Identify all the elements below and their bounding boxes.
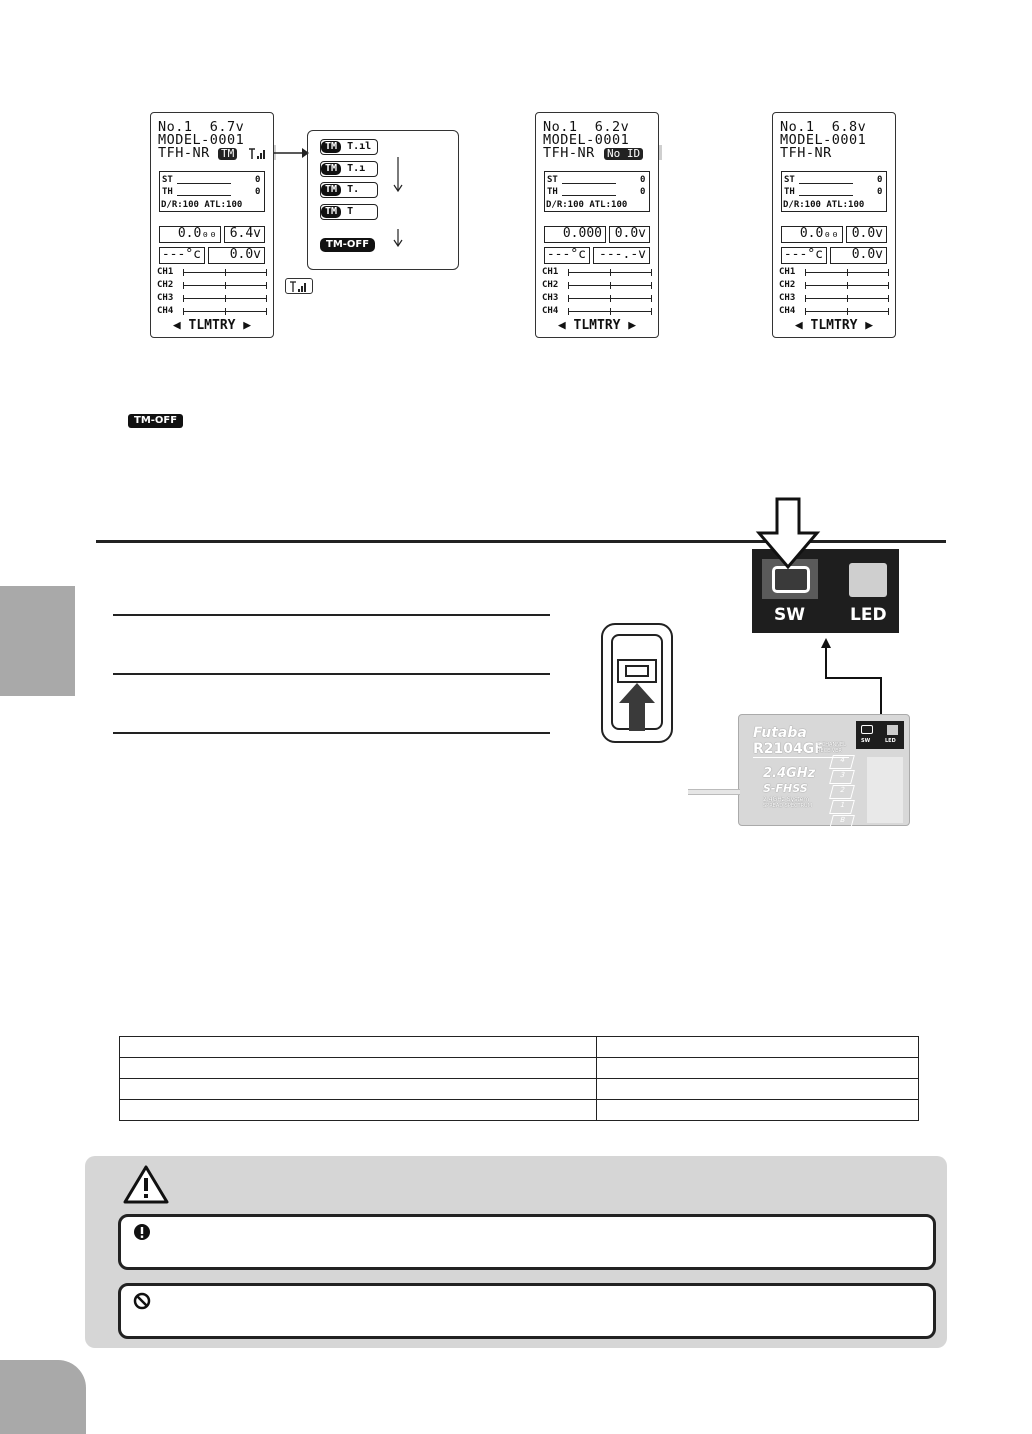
st-value: 0 [877,175,883,185]
receiver-illustration [738,714,910,826]
lcd-footer: ◀ TLMTRY ▶ [172,318,252,333]
th-value: 0 [877,187,883,197]
value-box-1: 0.000 [544,226,606,243]
caution-panel [85,1156,947,1348]
led-label: LED [850,605,887,625]
ch1-label: CH1 [542,267,559,277]
caution-box-mandatory [118,1214,936,1270]
th-trim-bar [562,195,616,196]
lcd-screen-1 [150,112,274,338]
section-tab [0,586,75,696]
ch2-bar [183,285,267,286]
caution-box-prohibited [118,1283,936,1339]
tm-chip: TM [321,141,341,153]
value-box-2: 0.0v [609,226,650,243]
footer-label: TLMTRY [810,318,858,333]
ch3-bar [568,298,652,299]
lcd-line-3: TFH-NR [543,145,595,161]
value-box-3: ---°c [159,247,205,264]
port-4: 4 [829,755,855,769]
lcd-line-1: No.1 6.8v [780,119,867,135]
th-trim-bar [799,195,853,196]
st-trim-bar [177,183,231,184]
lcd-line-3: TFH-NR [780,145,832,161]
legend-tm-off [128,408,183,428]
value-box-3: ---°c [544,247,590,264]
signal-level-popup [307,130,459,270]
value-box-3: ---°c [781,247,827,264]
system-label: S-FHSS [763,782,808,795]
step-divider-2 [113,673,550,675]
st-label: ST [784,175,795,185]
ch4-bar [183,311,267,312]
down-arrows-icon [392,157,404,247]
ch2-label: CH2 [779,280,796,290]
lcd-line-2: MODEL-0001 [158,132,245,148]
table-row [120,1079,919,1100]
value-box-4: 0.0v [208,247,265,264]
antenna-wire [688,789,740,795]
port-3: 3 [829,770,855,784]
signal-row-1: TM T [320,204,378,220]
tm-off-chip: TM-OFF [128,414,183,428]
sw-label: SW [774,605,805,625]
dr-atl-line: D/R:100 ATL:100 [783,200,865,210]
connector-pins [867,757,903,823]
ch3-bar [183,298,267,299]
lcd-screen-3 [772,112,896,338]
switch-knob [617,659,657,683]
signal-row-4: TM T.ıl [320,139,378,155]
lcd-line-2: MODEL-0001 [780,132,867,148]
st-label: ST [547,175,558,185]
ch3-bar [805,298,889,299]
st-label: ST [162,175,173,185]
port-1: 1 [829,800,855,814]
ch1-label: CH1 [779,267,796,277]
tm-chip: TM [321,206,341,218]
spread-label: SPREAD SPECTRUM [763,803,813,809]
mini-led-label: LED [885,738,896,744]
table-row [120,1037,919,1058]
lcd-line-2: MODEL-0001 [543,132,630,148]
th-value: 0 [255,187,261,197]
ch1-bar [805,272,889,273]
th-trim-bar [177,195,231,196]
lcd-screen-2 [535,112,659,338]
warning-triangle-icon [123,1164,169,1204]
telemetry-chip: TM [218,148,237,160]
ch4-bar [805,311,889,312]
ch4-label: CH4 [779,306,796,316]
page-tab [0,1360,86,1434]
band-label: 2.4GHz [763,766,816,781]
exclamation-circle-icon [133,1223,151,1241]
footer-label: TLMTRY [573,318,621,333]
tm-chip: TM [321,163,341,175]
ch3-label: CH3 [157,293,174,303]
step-divider-1 [113,614,550,616]
value-box-2: 6.4v [224,226,265,243]
port-2: 2 [829,785,855,799]
value-box-4: ---.-v [593,247,650,264]
th-value: 0 [640,187,646,197]
lcd-footer: ◀ TLMTRY ▶ [557,318,637,333]
table-row [120,1058,919,1079]
arrow-right-icon [274,146,310,160]
mini-sw-label: SW [861,738,871,744]
ch4-bar [568,311,652,312]
ch4-label: CH4 [542,306,559,316]
brand-label: Futaba [753,725,807,741]
signal-row-off [320,232,375,252]
lcd-footer: ◀ TLMTRY ▶ [794,318,874,333]
port-b: B [829,815,855,829]
signal-icon-small [285,278,313,294]
ch2-label: CH2 [157,280,174,290]
footer-label: TLMTRY [188,318,236,333]
ch4-label: CH4 [157,306,174,316]
ch2-bar [805,285,889,286]
lcd-line-3: TFH-NR [158,145,210,161]
port-labels [831,755,853,829]
dr-atl-line: D/R:100 ATL:100 [161,200,243,210]
lcd-line-1: No.1 6.7v [158,119,245,135]
value-box-1: 0.0₀₀ [159,226,221,243]
st-value: 0 [255,175,261,185]
ch3-label: CH3 [542,293,559,303]
tm-off-chip: TM-OFF [320,238,375,252]
signal-row-2: TM T. [320,182,378,198]
arrow-up-icon [619,683,655,733]
step-divider-3 [113,732,550,734]
prohibited-icon [133,1292,151,1310]
switch-illustration [601,623,673,743]
st-trim-bar [562,183,616,184]
th-label: TH [547,187,558,197]
st-value: 0 [640,175,646,185]
dr-atl-line: D/R:100 ATL:100 [546,200,628,210]
lcd-line-1: No.1 6.2v [543,119,630,135]
ch1-label: CH1 [157,267,174,277]
ch1-bar [183,272,267,273]
st-trim-bar [799,183,853,184]
ch2-bar [568,285,652,286]
mini-sw-led [856,721,904,749]
value-box-4: 0.0v [830,247,887,264]
system-sub-label: 2.4GHz System [763,796,810,803]
info-table [119,1036,919,1121]
no-id-chip: No ID [604,148,643,160]
signal-row-3: TM T.ı [320,161,378,177]
tm-chip: TM [321,184,341,196]
ch2-label: CH2 [542,280,559,290]
callout-line [815,636,895,726]
ch1-bar [568,272,652,273]
led-indicator [849,563,887,597]
table-row [120,1100,919,1121]
value-box-1: 0.0₀₀ [781,226,843,243]
signal-icon [248,148,268,160]
ch3-label: CH3 [779,293,796,303]
th-label: TH [784,187,795,197]
value-box-2: 0.0v [846,226,887,243]
press-arrow-icon [755,497,821,571]
model-sub-label: 4 CHANNEL RECEIVER [817,742,846,754]
model-label: R2104GF [753,741,824,757]
th-label: TH [162,187,173,197]
